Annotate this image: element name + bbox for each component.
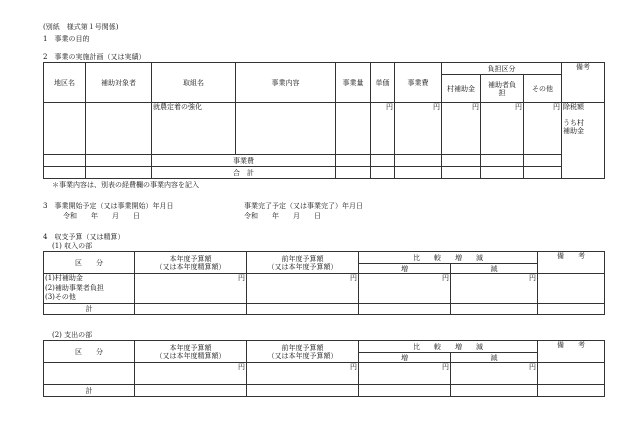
income-h-category: 区 分 [44,252,135,274]
plan-table [43,62,605,179]
income-total-label: 計 [44,304,135,315]
income-increase-yen: 円 [359,274,451,304]
income-table [43,251,605,315]
col-unit-price: 単価 [371,63,395,103]
col-cost: 事業費 [395,63,442,103]
income-subheading: (1) 収入の部 [52,242,93,250]
expense-previous-yen: 円 [247,363,359,385]
recipient-burden-yen: 円 [481,103,524,155]
expense-h-previous: 前年度予算額 （又は本年度予算額） [247,341,359,363]
income-previous-yen: 円 [247,274,359,304]
section-1-purpose: 1 事業の目的 [43,35,90,43]
expense-h-category: 区 分 [44,341,135,363]
remarks-tax: 除税額 うち村 補助金 [562,103,605,179]
income-current-yen: 円 [135,274,247,304]
section-4-budget: 4 収支予算（又は精算） [43,233,125,241]
other-yen: 円 [524,103,562,155]
col-program: 取組名 [152,63,236,103]
village-subsidy-yen: 円 [442,103,481,155]
income-h-compare: 比 較 増 減 [359,252,538,264]
expense-h-remarks: 備 考 [538,341,605,363]
expense-h-compare: 比 較 増 減 [359,341,538,353]
col-burden: 負担区分 [442,63,562,75]
income-h-current: 本年度予算額 （又は本年度精算額） [135,252,247,274]
section-3-end: 事業完了予定（又は事業完了）年月日 [244,202,363,210]
col-content: 事業内容 [236,63,336,103]
income-h-decrease: 減 [451,264,538,274]
end-date: 令和 年 月 日 [244,212,321,220]
expense-current-yen: 円 [135,363,247,385]
col-district: 地区名 [44,63,86,103]
section-2-plan: 2 事業の実施計画（又は実績） [43,53,146,61]
income-h-remarks: 備 考 [538,252,605,274]
section-3-start: 3 事業開始予定（又は事業開始）年月日 [43,202,174,210]
expense-h-current: 本年度予算額 （又は本年度精算額） [135,341,247,363]
col-beneficiary: 補助対象者 [86,63,152,103]
expense-total-label: 計 [44,385,135,397]
total-label: 合 計 [152,167,336,179]
expense-h-increase: 増 [359,353,451,363]
income-items: (1)村補助金 (2)補助事業者負担 (3)その他 [44,274,135,304]
col-other: その他 [524,75,562,103]
income-decrease-yen: 円 [451,274,538,304]
income-h-previous: 前年度予算額 （又は本年度予算額） [247,252,359,274]
expense-decrease-yen: 円 [451,363,538,385]
note: ＊事業内容は、別表の経費欄の事業内容を記入 [52,181,199,189]
expense-increase-yen: 円 [359,363,451,385]
col-village-subsidy: 村補助金 [442,75,481,103]
col-remarks: 備考 [562,63,605,103]
col-quantity: 事業量 [336,63,371,103]
cost-yen: 円 [395,103,442,155]
unit-price-yen: 円 [371,103,395,155]
subtotal-label: 事業費 [152,155,336,167]
form-reference: (別紙 様式第１号関係) [43,23,119,31]
col-recipient-burden: 補助者負 担 [481,75,524,103]
expense-table [43,340,605,397]
expense-subheading: (2) 支出の部 [52,331,93,339]
program-name: 就農定着の強化 [152,103,236,155]
expense-h-decrease: 減 [451,353,538,363]
income-h-increase: 増 [359,264,451,274]
start-date: 令和 年 月 日 [63,212,140,220]
